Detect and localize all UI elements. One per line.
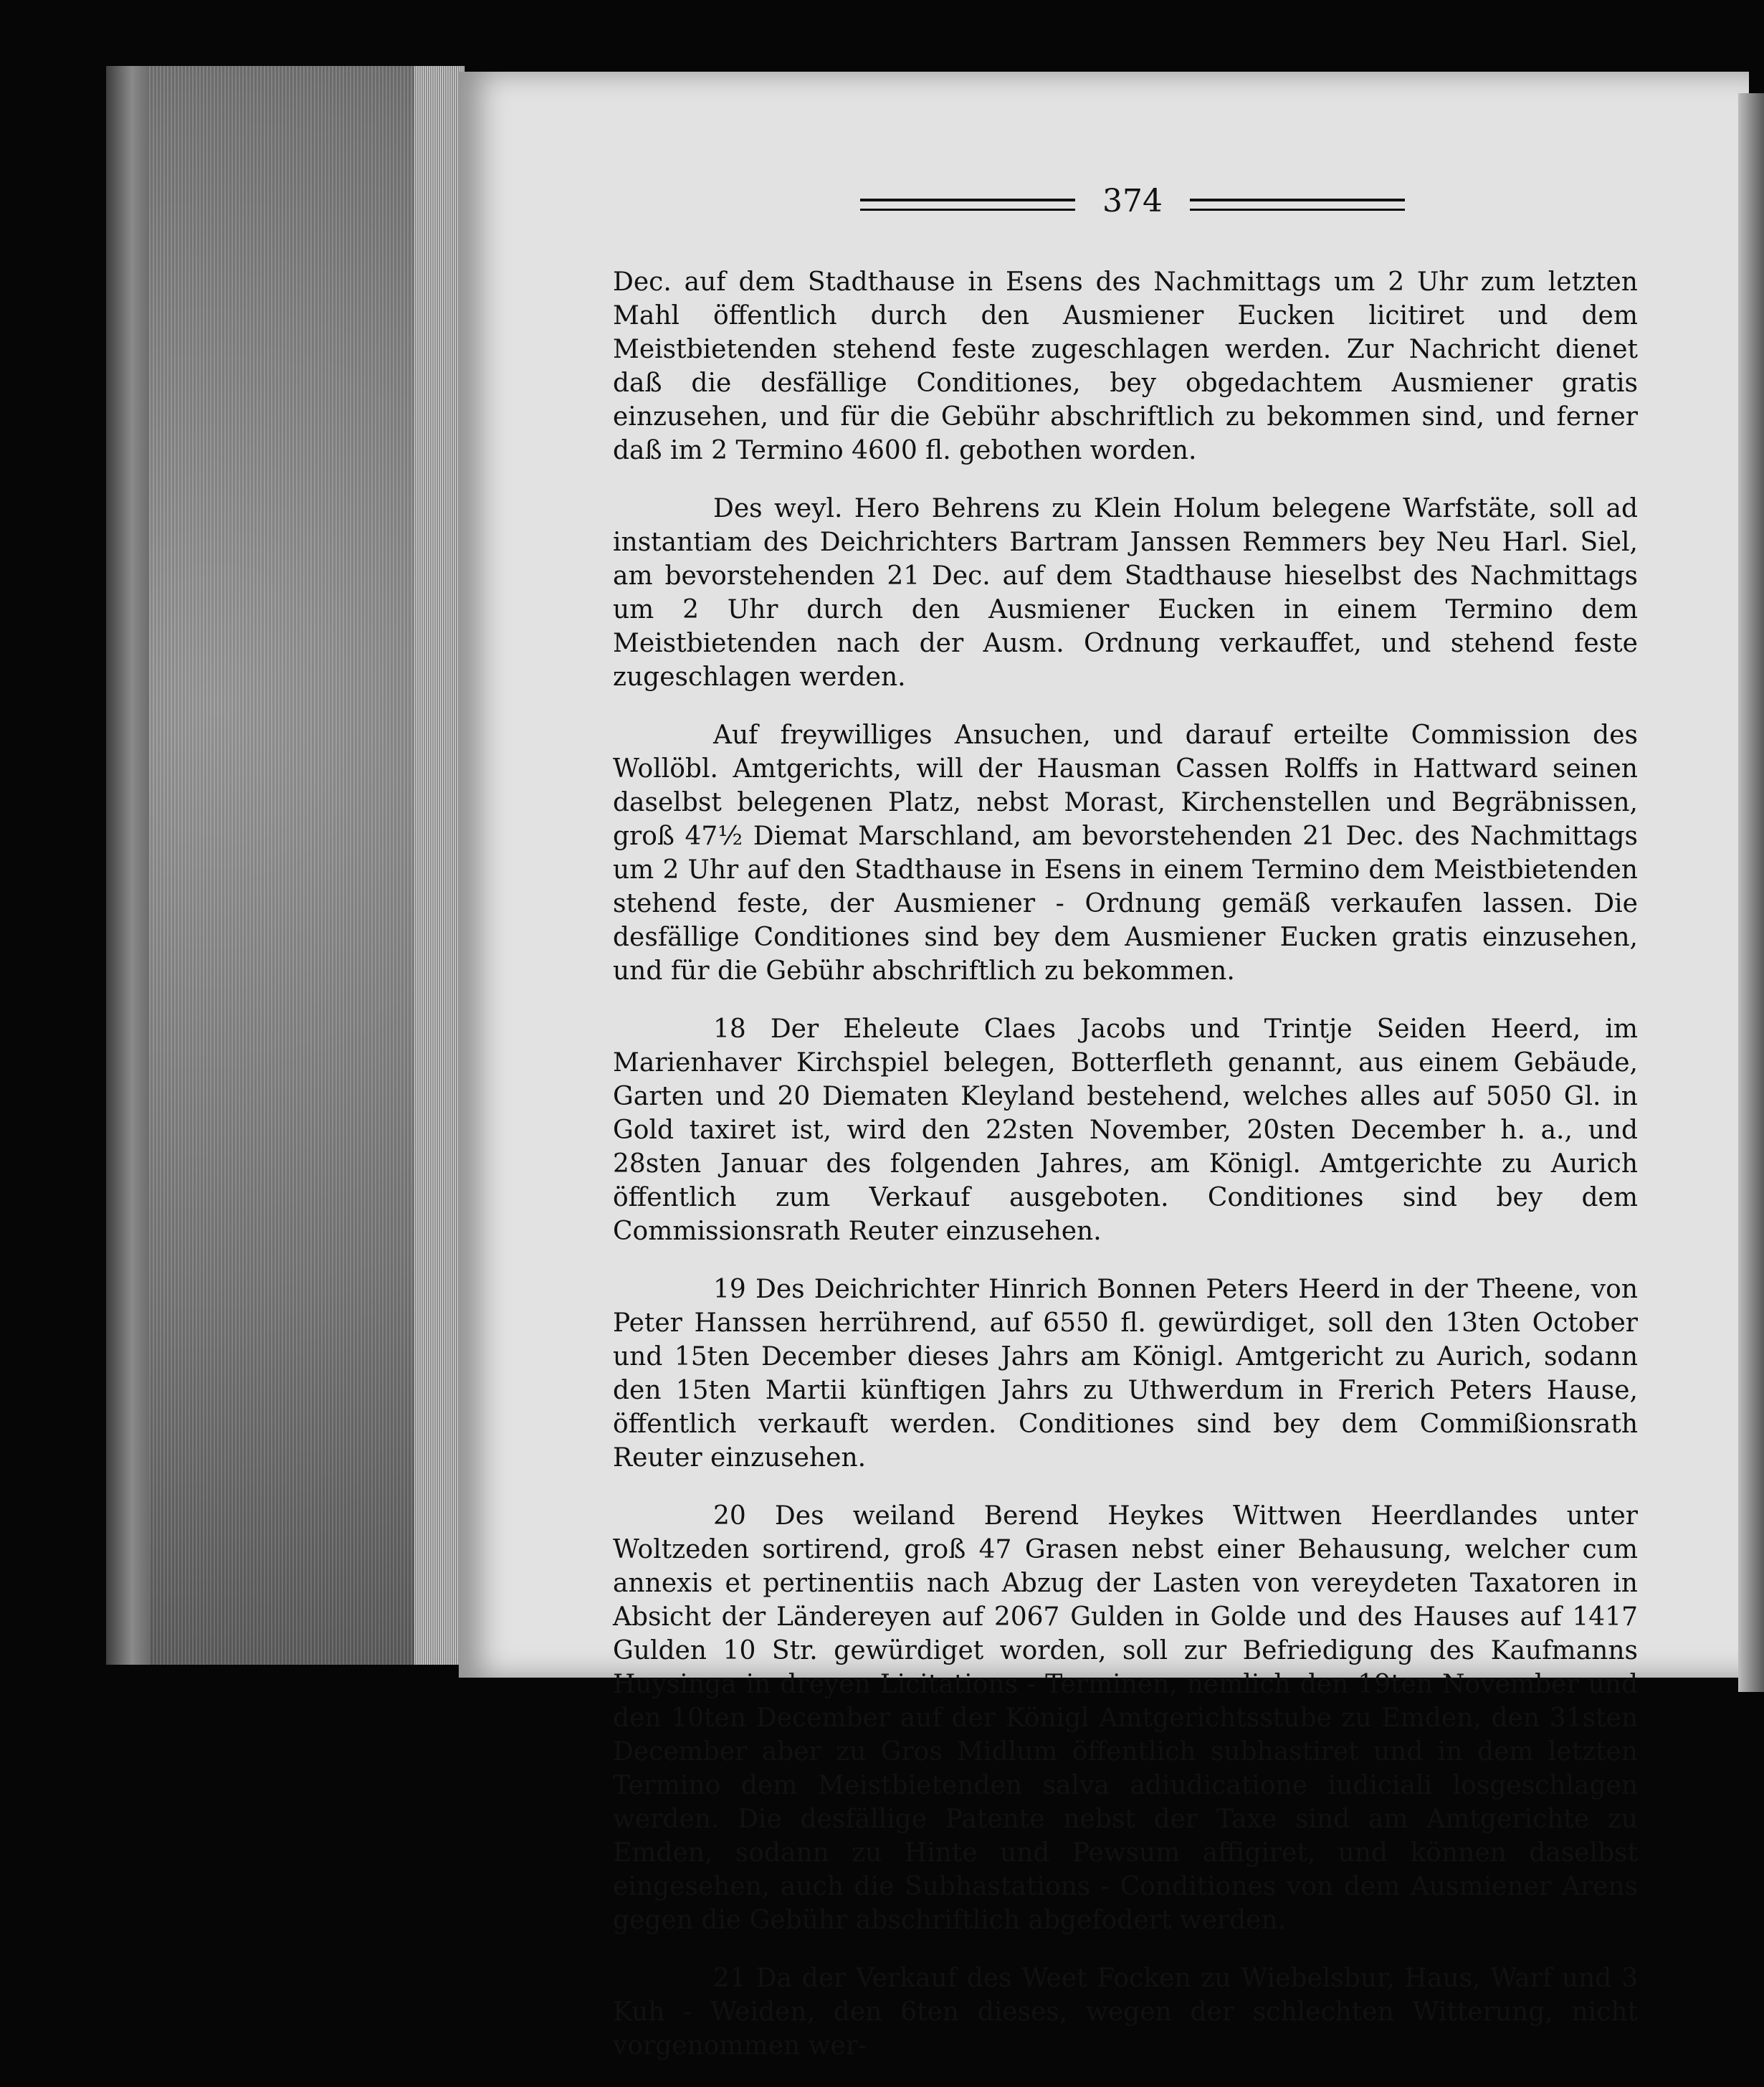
paragraph-warfstaete: Des weyl. Hero Behrens zu Klein Holum belegene Warfstäte, soll ad instantiam des Deichrichters Bartram Janssen Remmers bey Neu Harl. Siel, am bevorstehenden 21 Dec. auf dem Stadthause hieselbst des Nachmittags um 2 Uhr durch den Ausmiener Eucken in einem Termino dem Meistbietenden nach der Ausm. Ordnung verkauffet, und stehend feste zugeschlagen werden. bbox=[613, 494, 1638, 692]
page-text bbox=[613, 265, 1638, 2087]
paragraph-continuation: Dec. auf dem Stadthause in Esens des Nachmittags um 2 Uhr zum letzten Mahl öffentlich durch den Ausmiener Eucken licitiret und dem Meistbietenden stehend feste zugeschlagen werden. Zur Nachricht dienet daß die desfällige Conditiones, bey obgedachtem Ausmiener gratis einzusehen, und für die Gebühr abschriftlich zu bekommen sind, und ferner daß im 2 Termino 4600 fl. gebothen worden. bbox=[613, 267, 1638, 465]
page-stack bbox=[414, 66, 464, 1665]
paragraph-18: 18 Der Eheleute Claes Jacobs und Trintje Seiden Heerd, im Marienhaver Kirchspiel belegen, Botterfleth genannt, aus einem Gebäude, Garten und 20 Diematen Kleyland bestehend, welches alles auf 5050 Gl. in Gold taxiret ist, wird den 22sten November, 20sten December h. a., und 28sten Januar des folgenden Jahres, am Königl. Amtgerichte zu Aurich öffentlich zum Verkauf ausgeboten. Conditiones sind bey dem Commissionsrath Reuter einzusehen. bbox=[613, 1014, 1638, 1246]
paragraph-19: 19 Des Deichrichter Hinrich Bonnen Peters Heerd in der Theene, von Peter Hanssen herrührend, auf 6550 fl. gewürdiget, soll den 13ten October und 15ten December dieses Jahrs am Königl. Amtgericht zu Aurich, sodann den 15ten Martii künftigen Jahrs zu Uthwerdum in Frerich Peters Hause, öffentlich verkauft werden. Conditiones sind bey dem Commißionsrath Reuter einzusehen. bbox=[613, 1275, 1638, 1473]
book-spine bbox=[106, 66, 149, 1665]
header-rule-right bbox=[1190, 199, 1405, 211]
header-rule-left bbox=[860, 199, 1075, 211]
paragraph-freywilliges-ansuchen: Auf freywilliges Ansuchen, und darauf erteilte Commission des Wollöbl. Amtgerichts, will der Hausman Cassen Rolffs in Hattward seinen daselbst belegenen Platz, nebst Morast, Kirchenstellen und Begräbnissen, groß 47½ Diemat Marschland, am bevorstehenden 21 Dec. des Nachmittags um 2 Uhr auf den Stadthause in Esens in einem Termino dem Meistbietenden stehend feste, der Ausmiener - Ordnung gemäß verkaufen lassen. Die desfällige Conditiones sind bey dem Ausmiener Eucken gratis einzusehen, und für die Gebühr abschriftlich zu bekommen. bbox=[613, 721, 1638, 986]
paragraph-21: 21 Da der Verkauf des Weet Focken zu Wiebelsbur, Haus, Warf und 3 Kuh - Weiden, den 6ten dieses, wegen der schlechten Witterung, nicht vorgenommen wer- bbox=[613, 1964, 1638, 2060]
page-right-edge bbox=[1738, 93, 1764, 1692]
page-number: 374 bbox=[1102, 183, 1163, 219]
book-edge bbox=[106, 66, 464, 1665]
paragraph-20: 20 Des weiland Berend Heykes Wittwen Heerdlandes unter Woltzeden sortirend, groß 47 Grasen nebst einer Behausung, welcher cum annexis et pertinentiis nach Abzug der Lasten von vereydeten Taxatoren in Absicht der Ländereyen auf 2067 Gulden in Golde und des Hauses auf 1417 Gulden 10 Str. gewürdiget worden, soll zur Befriedigung des Kaufmanns Huysinga in dreyen Licitations - Terminen, nemlich den 19ten November und den 10ten December auf der Königl Amtgerichtsstube zu Emden, den 31sten December aber zu Gros Midlum öffentlich subhastiret und in dem letzten Termino dem Meistbietenden salva adiudicatione iudiciali losgeschlagen werden. Die desfällige Patente nebst der Taxe sind am Amtgerichte zu Emden, sodann zu Hinte und Pewsum affigiret, und können daselbst eingesehen, auch die Subhastations - Conditiones von dem Ausmiener Arens gegen die Gebühr abschriftlich abgefodert werden. bbox=[613, 1501, 1638, 1935]
page-header bbox=[860, 183, 1405, 226]
